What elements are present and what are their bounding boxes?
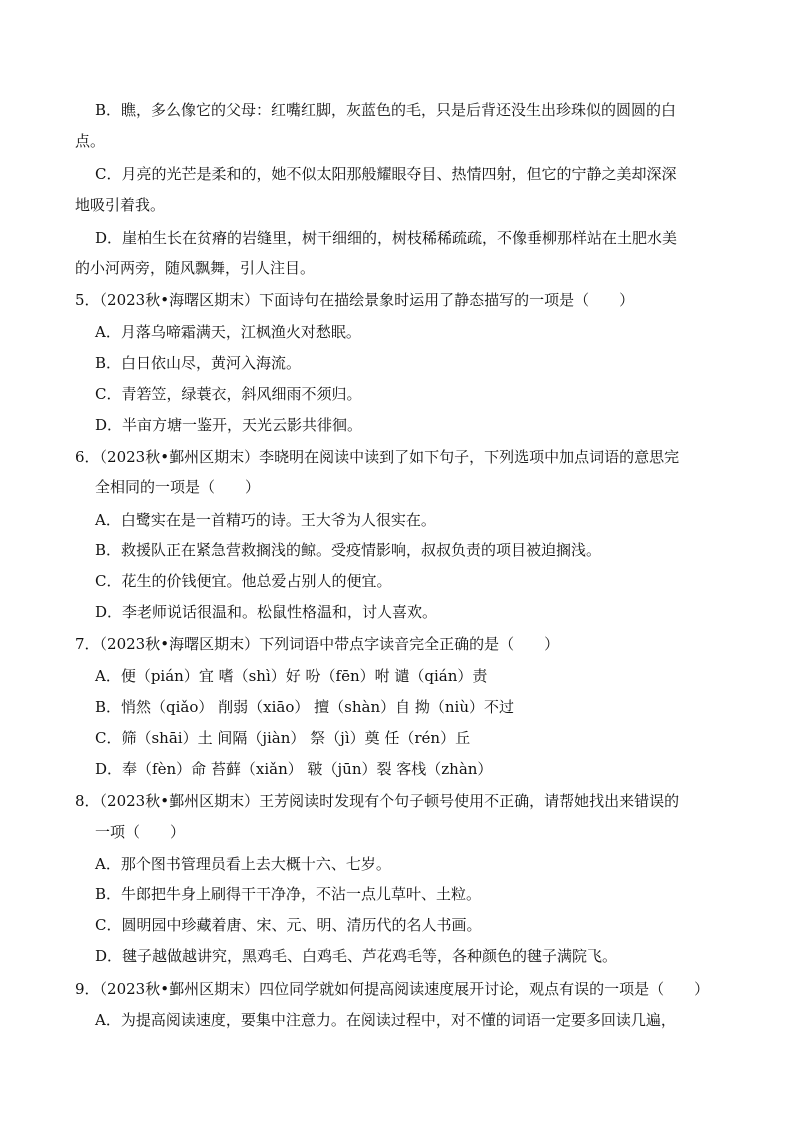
continuation-line: 地吸引着我。 [75,196,166,214]
option-line: C．月亮的光芒是柔和的，她不似太阳那般耀眼夺目、热情四射，但它的宁静之美却深深 [95,165,677,183]
option-line: A．月落乌啼霜满天，江枫渔火对愁眠。 [95,323,361,341]
continuation-line: 的小河两旁，随风飘舞，引人注目。 [75,259,316,277]
option-line: B．瞧，多么像它的父母：红嘴红脚，灰蓝色的毛，只是后背还没生出珍珠似的圆圆的白 [95,101,677,119]
question-line: 6．（2023秋•鄞州区期末）李晓明在阅读中读到了如下句子，下列选项中加点词语的意思完 [75,448,680,466]
option-line: A．为提高阅读速度，要集中注意力。在阅读过程中，对不懂的词语一定要多回读几遍， [95,1011,676,1029]
option-line: B．白日依山尽，黄河入海流。 [95,354,302,372]
option-line: B．牛郎把牛身上刷得干干净净，不沾一点儿草叶、土粒。 [95,885,482,903]
continuation-line: 点。 [75,132,106,150]
option-line: B．救援队正在紧急营救搁浅的鲸。受疫情影响，叔叔负责的项目被迫搁浅。 [95,541,602,559]
option-line: C．青箬笠，绿蓑衣，斜风细雨不须归。 [95,385,362,403]
option-line: D．半亩方塘一鉴开，天光云影共徘徊。 [95,416,363,434]
option-line: A．便（pián）宜 嗜（shì）好 吩（fēn）咐 谴（qián）责 [95,667,488,685]
question-line: 8．（2023秋•鄞州区期末）王芳阅读时发现有个句子顿号使用不正确，请帮她找出来错误的 [75,792,680,810]
option-line: D．奉（fèn）命 苔藓（xiǎn） 皲（jūn）裂 客栈（zhàn） [95,760,493,778]
question-line: 7．（2023秋•海曙区期末）下列词语中带点字读音完全正确的是（ ） [75,635,560,653]
option-line: C．圆明园中珍藏着唐、宋、元、明、清历代的名人书画。 [95,916,482,934]
option-line: A．白鹭实在是一首精巧的诗。王大爷为人很实在。 [95,511,436,529]
question-line: 5．（2023秋•海曙区期末）下面诗句在描绘景象时运用了静态描写的一项是（ ） [75,291,635,309]
continuation-line: 一项（ ） [95,823,186,841]
option-line: D．崖柏生长在贫瘠的岩缝里，树干细细的，树枝稀稀疏疏，不像垂柳那样站在土肥水美 [95,229,678,247]
option-line: D．李老师说话很温和。松鼠性格温和，讨人喜欢。 [95,603,438,621]
option-line: C．筛（shāi）土 间隔（jiàn） 祭（jì）奠 任（rén）丘 [95,729,471,747]
question-line: 9．（2023秋•鄞州区期末）四位同学就如何提高阅读速度展开讨论，观点有误的一项是（ ） [75,980,710,998]
option-line: D．毽子越做越讲究，黑鸡毛、白鸡毛、芦花鸡毛等，各种颜色的毽子满院飞。 [95,947,618,965]
option-line: A．那个图书管理员看上去大概十六、七岁。 [95,855,391,873]
option-line: C．花生的价钱便宜。他总爱占别人的便宜。 [95,572,392,590]
option-line: B．悄然（qiǎo） 削弱（xiāo） 擅（shàn）自 拗（niù）不过 [95,698,515,716]
continuation-line: 全相同的一项是（ ） [95,478,261,496]
